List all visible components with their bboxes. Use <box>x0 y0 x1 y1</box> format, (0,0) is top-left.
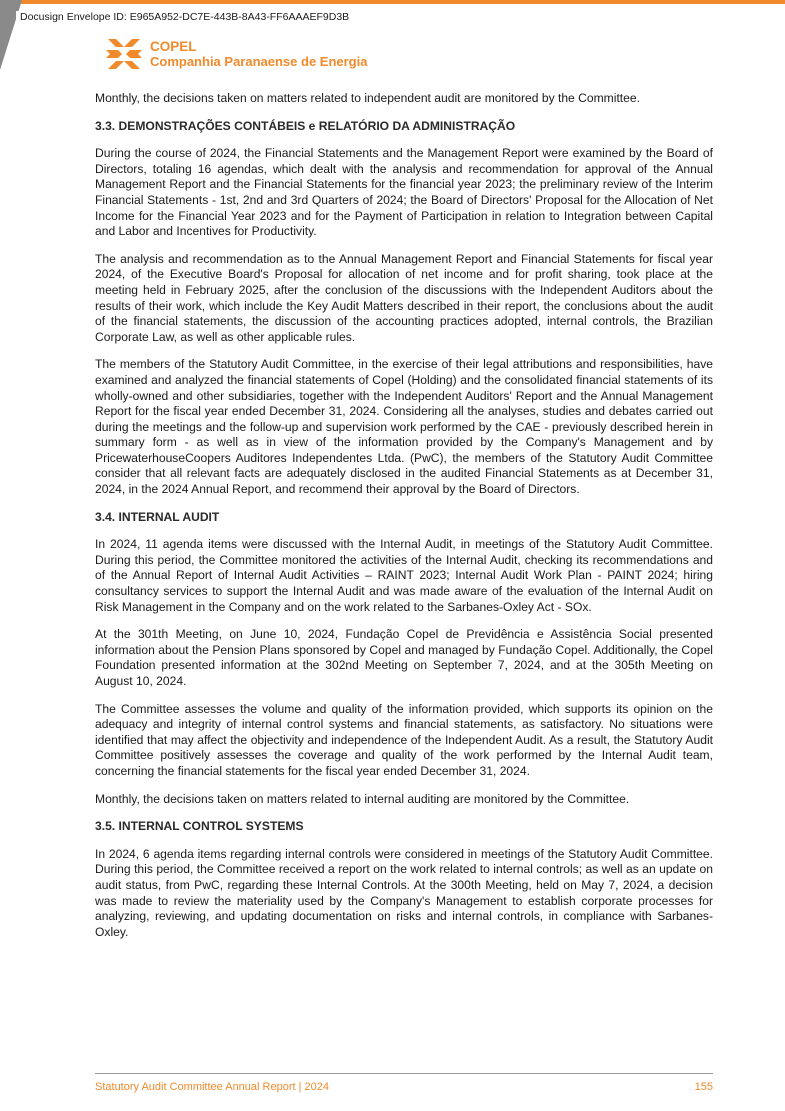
paragraph: In 2024, 6 agenda items regarding internal controls were considered in meetings of the Statutory Audit Committee. During this period, the Committee received a report on the work related to internal controls; as well as an update on audit status, from PwC, regarding these Internal Controls. At the 300th Meeting, held on May 7, 2024, a decision was made to review the materiality used by the Company's Management to establish corporate processes for analyzing, reviewing, and updating documentation on risks and internal controls, in compliance with Sarbanes-Oxley. <box>95 846 713 939</box>
section-heading-3-5: 3.5. INTERNAL CONTROL SYSTEMS <box>95 819 304 834</box>
paragraph: The Committee assesses the volume and quality of the information provided, which supports its opinion on the adequacy and integrity of internal control systems and financial statements, as satisfactory. No situations were identified that may affect the objectivity and independence of the Independent Audit. As a result, the Statutory Audit Committee positively assesses the coverage and quality of the work performed by the Internal Audit team, concerning the financial statements for the fiscal year ended December 31, 2024. <box>95 701 713 778</box>
copel-logo <box>106 37 367 71</box>
footer-title: Statutory Audit Committee Annual Report | 2024 <box>95 1081 329 1093</box>
docusign-envelope-id: Docusign Envelope ID: E965A952-DC7E-443B-8A43-FF6AAAEF9D3B <box>16 11 353 23</box>
section-heading-3-4: 3.4. INTERNAL AUDIT <box>95 509 220 524</box>
paragraph: The members of the Statutory Audit Committee, in the exercise of their legal attributions and responsibilities, have examined and analyzed the financial statements of Copel (Holding) and the consolidated financial statements of its wholly-owned and other subsidiaries, together with the Independent Auditors' Report and the Annual Management Report for the fiscal year ended December 31, 2024. Considering all the analyses, studies and debates carried out during the meetings and the follow-up and supervision work performed by the CAE - previously described herein in summary form - as well as in view of the information provided by the Company's Management and by PricewaterhouseCoopers Auditores Independentes Ltda. (PwC), the members of the Statutory Audit Committee consider that all relevant facts are adequately disclosed in the audited Financial Statements as at December 31, 2024, in the 2024 Annual Report, and recommend their approval by the Board of Directors. <box>95 357 713 497</box>
logo-subtitle: Companhia Paranaense de Energia <box>150 54 368 69</box>
paragraph: Monthly, the decisions taken on matters related to internal auditing are monitored by the Committee. <box>95 791 630 806</box>
logo-name: COPEL <box>150 39 197 54</box>
paragraph: During the course of 2024, the Financial Statements and the Management Report were examined by the Board of Directors, totaling 16 agendas, which dealt with the analysis and recommendation for approval of the Annual Management Report and the Financial Statements for the financial year 2023; the preliminary review of the Interim Financial Statements - 1st, 2nd and 3rd Quarters of 2024; the Board of Directors' Proposal for the Allocation of Net Income for the Financial Year 2023 and for the Payment of Participation in relation to Integration between Capital and Labor and Incentives for Productivity. <box>95 146 713 239</box>
footer-divider <box>95 1073 713 1074</box>
paragraph: Monthly, the decisions taken on matters related to independent audit are monitored by the Committee. <box>95 91 640 105</box>
paragraph: The analysis and recommendation as to the Annual Management Report and Financial Statements for fiscal year 2024, of the Executive Board's Proposal for allocation of net income and for profit sharing, took place at the meeting held in February 2025, after the conclusion of the discussions with the Independent Auditors about the results of their work, which include the Key Audit Matters described in their report, the conclusions about the audit of the financial statements, the discussion of the accounting practices adopted, internal controls, the Brazilian Corporate Law, as well as other applicable rules. <box>95 251 713 344</box>
top-accent-bar <box>0 0 785 4</box>
paragraph: In 2024, 11 agenda items were discussed with the Internal Audit, in meetings of the Statutory Audit Committee. During this period, the Committee monitored the activities of the Internal Audit, checking its recommendations and of the Annual Report of Internal Audit Activities – RAINT 2023; Internal Audit Work Plan - PAINT 2024; hiring consultancy services to support the Internal Audit and was made aware of the evaluation of the Internal Audit on Risk Management in the Company and on the work related to the Sarbanes-Oxley Act - SOx. <box>95 537 713 614</box>
paragraph: At the 301th Meeting, on June 10, 2024, Fundação Copel de Previdência e Assistência Social presented information about the Pension Plans sponsored by Copel and managed by Fundação Copel. Additionally, the Copel Foundation presented information at the 302nd Meeting on September 7, 2024, and at the 305th Meeting on August 10, 2024. <box>95 627 713 688</box>
copel-logo-icon <box>106 37 142 71</box>
section-heading-3-3: 3.3. DEMONSTRAÇÕES CONTÁBEIS e RELATÓRIO DA ADMINISTRAÇÃO <box>95 118 516 133</box>
document-body <box>95 91 713 952</box>
page-number: 155 <box>694 1081 713 1093</box>
